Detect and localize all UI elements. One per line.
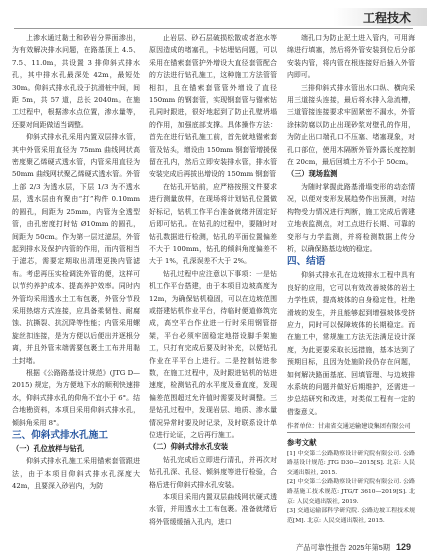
author-affiliation: 作者单位：甘肃省交通运输建设集团有限公司 [287,423,411,431]
paragraph: 在钻孔开钻前，应严格按照文件要求进行测量放样，在现场将计划钻孔位置做好标记，钻机工作平台准备就绪并固定好后即可钻孔。在钻孔的过程中，要随时对钻孔数据进行检测，钻孔的平面位置偏差不大于 100mm，钻孔的倾斜角度偏差不大于 1%，孔深误差不大于 2%。 [149,182,277,266]
page-number: 129 [395,542,411,552]
article-body [12,32,415,536]
reference-item: [3] 交通运输部科学研究院. 公路边坡工程技术规范[M]. 北京: 人民交通出版社, 2015. [287,508,415,524]
paragraph: 为随时掌握此路基滑塌变形的动态情况，以便对变形发展趋势作出预测，对结构物受力情况进行判断，施工完成后需建立地表监测点，对工点进行长期、可靠的变形与力学监测，并将检测数据上传分析，以确保路基边坡的稳定。 [287,182,415,253]
column-1 [12,32,140,536]
reference-item: [1] 中交第二公路勘察设计研究院有限公司. 公路路基设计规范: JTG D30—2015[S]. 北京: 人民交通出版社, 2015. [287,450,415,476]
section-heading-4: 四、结语 [287,256,326,268]
paragraph: 仰斜式排水孔施工采用锚索套管跟进法，由于本项目仰斜式排水孔深度大 42m，且要深入砂岩内，为防 [12,457,140,491]
page-header [0,0,427,34]
paragraph: 钻孔完成后立即进行清孔，并再次对钻孔孔深、孔径、倾斜度等进行检验，合格后进行仰斜式排水孔安装。 [149,455,277,489]
section-heading-3: 三、仰斜式排水孔施工 [12,430,108,441]
paragraph: 钻孔过程中应注意以下事项：一是钻机工作平台搭建，由于本项目边坡高度为 12m，为确保钻机稳固，可以在边坡范围或搭建钻机作业平台，待临时便道修筑完成，高空平台作业进一行时采用钢管搭架，平台必须牢固稳定地搭设脚手架施工，只打有完成后要及时补充，以便钻孔作业在平平台上进行。二是控制钻进参数，在施工过程中，及时跟进钻机的钻进速度，检测钻孔的水平度及垂直度，发现偏差范围超过允许值时需要及时调整。三是钻孔过程中，发现岩层、地质、渗水量情况异常时要及时记录，及时联系设计单位进行论证，之后再行施工。 [149,269,277,439]
paragraph: 端孔口为防止泥土进入管内，可用海绵进行填塞，然后将外管安装到位后分部安装内管，将内管在根连接好后插入外管内即可。 [287,34,415,80]
paragraph: 三排仰斜式排水管出水口纵、横向采用三道接头连接，最后将水排入急流槽，三道管接连接要求牢固紧密不漏水，外管涂抹防腐以防止出现砂浆对壁孔的作用，为防止出口端孔口不压塞、堵塞现象，对孔口部位，使用木隔断外管外露长度控制在 20cm，最后回填土方不小于 50cm。 [287,83,415,167]
subsection-heading: （一）孔位放样与钻孔 [12,444,84,453]
paragraph: 止岩层、砂石层破损松散或者泡水等原因造成的堵塞孔，卡钻埋钻问题，可以采用在锚索套管护外增设大直径套管配合的方法进行钻孔施工，这种施工方法管管相扣，且在锚索套管管外增设了直径 150mm 的钢套管，实现钢套管与锚索钻孔同时跟进，很好地起到了防止孔壁坍塌的作用，加强底部支撑。具体操作方法：首先在进行钻孔施工前，首先就地锚索套管及钻头，增设由 150mm 钢套管增援保留在孔内，然后立即安装排水管，排水管安装完成后再拔出增设的 150mm 钢套管 [149,34,277,179]
paragraph: 仰斜式排水孔采用内置双层排水管，其中外管采用直径为 75mm 曲线网状高密度聚乙烯硬式透水管，内管采用直径为 50mm 曲线网状聚乙烯硬式透水管。外管上部 2/3 为透水层，下层 1/3 为不透水层，透水层由有聚由“打”构件 0.10mm 的圆孔，间距为 25mm，内管为全透型管，由孔密度打时钻 Ø10mm 的圆孔，间距为 50cm。作为第一层过滤层，外管起到排水及保护内管的作用，而内管相当于滤芯，需要定期取出清理更换内管滤布。考虑再压实检调洗外管的便，这样可以节约养护成本、提高养护效率。同时内外管均采用透水土工布包裹，外管分节段采用热熔方式连接，应具备柔韧性、耐腐蚀、抗撕裂、抗沉降等性能；内管采用螺旋丝扣连接，是为方便以后便出并逐根分离，并且外管末端需要包裹土工布并用黏土封堵。 [12,133,140,365]
header-rule [14,28,413,29]
page-footer [0,538,427,558]
paragraph: 上渗水通过黏土和砂岩分界面渗出，为有效解决排水问题，在路基顶上 4.5、7.5、11.0m，共设置 3 排仰斜式排水孔，其中排水孔最深处 42m，最短处 30m。仰斜式排水孔设于抗滑桩中间，间距 5m，共 57 道，总长 2040m。在施工过程中，根据渗水点位置，渗水量等，还要对间距做适当调整。 [12,34,140,129]
column-2 [149,32,277,536]
references-title: 参考文献 [287,432,415,449]
paragraph: 本项目采用内置双层曲线网状硬式透水管，并用透水土工布包裹。准备就绪后将外管缓缓插入孔内，进口 [149,493,277,526]
subsection-heading: （二）仰斜式排水孔安装 [149,442,229,452]
paragraph: 仰斜式排水孔在边坡排水工程中具有良好的应用，它可以有效改善坡体的岩土力学性质，提高坡体的自身稳定性，杜绝滑坡的发生，并且能够起到增强坡体受挤应力，同时可以保障坡体的长期稳定。而在施工中，常规施工方法无法满足设计深度，为此更要采取长远措施，基本达到了预期目标，且因为处施阶段仍存在问题，如何解决路面基底、回填管理、与边坡排水系统的问题并做好后期维护，还需进一步总结研究和改进，对类似工程有一定的借鉴意义。 [287,271,415,416]
section-tag: 工程技术 [362,11,411,25]
subsection-heading: （三）现场监测 [287,169,338,179]
footer-text [296,542,411,553]
reference-item: [2] 中交第二公路勘察设计研究院有限公司. 公路路基施工技术规范: JTG/T 3610—2019[S]. 北京: 人民交通出版社, 2019. [287,479,415,505]
journal-issue: 产品可靠性报告 2025年第5期 [296,543,390,552]
paragraph: 根据《公路路基设计规范》(JTG D—2015) 规定，为方便地下水的顺利快速排水，仰斜式排水孔的仰角不宜小于 6°。结合地勘资料，本项目采用仰斜式排水孔，倾斜角采用 8°。 [12,368,140,427]
column-3 [287,32,415,536]
